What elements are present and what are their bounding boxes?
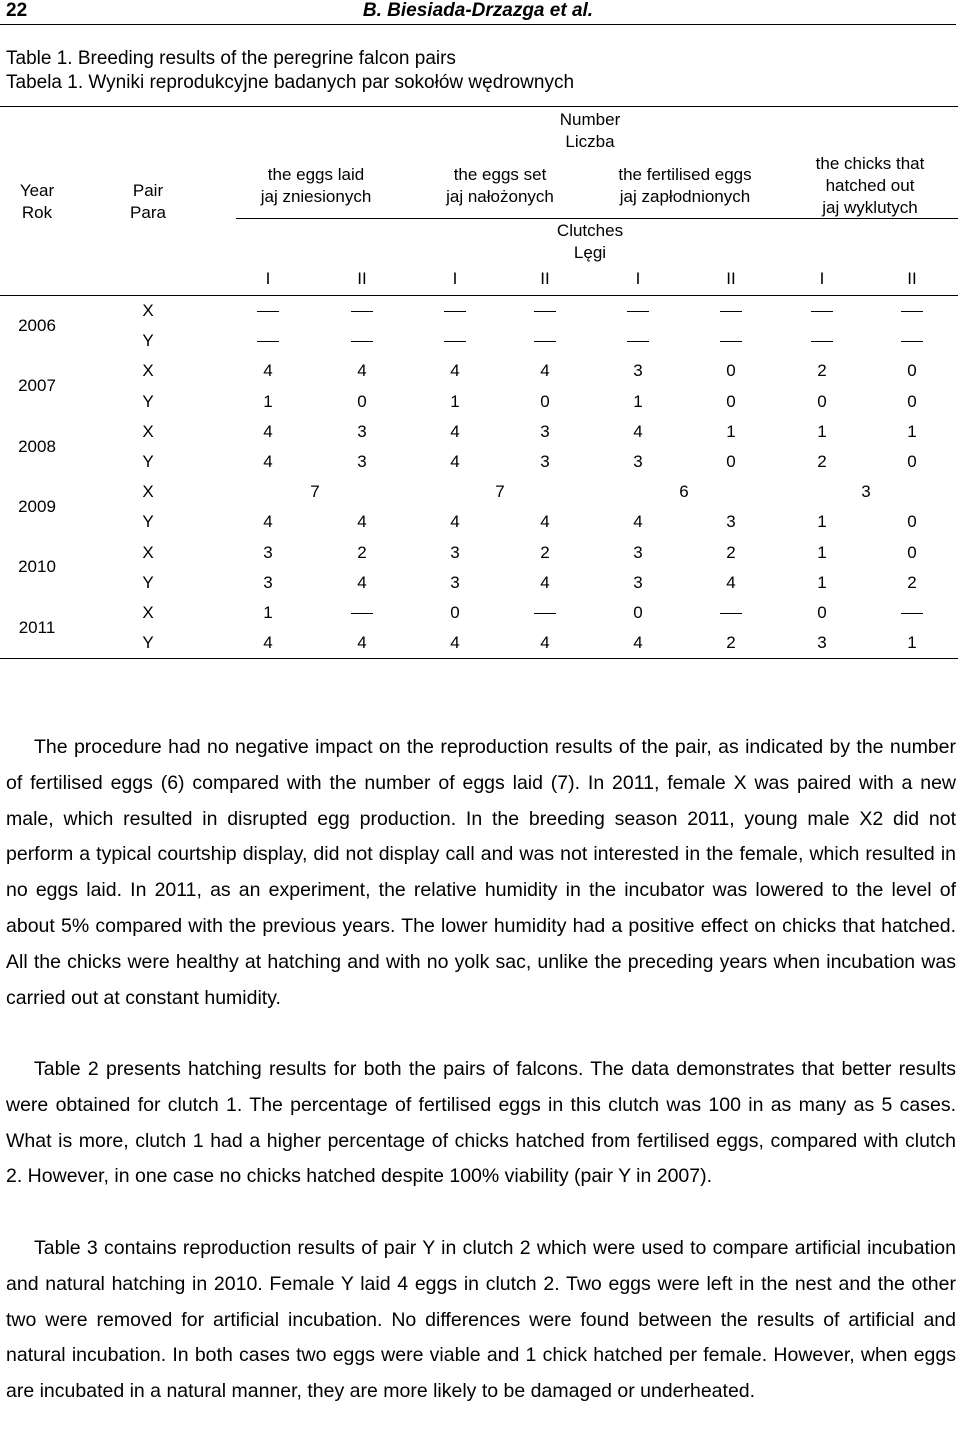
- pair-label: X: [142, 482, 154, 502]
- table-bottom-rule: [0, 658, 958, 659]
- table-cell: [525, 301, 565, 321]
- pair-label: X: [142, 361, 154, 381]
- pair-label: Y: [142, 512, 154, 532]
- eggs-laid-header: the eggs laid jaj zniesionych: [260, 165, 372, 206]
- dash-mark: [720, 311, 742, 312]
- table-caption-polish: Tabela 1. Wyniki reprodukcyjne badanych par sokołów wędrownych: [6, 72, 575, 93]
- table-cell: 3: [450, 572, 460, 592]
- table-cell: 4: [263, 452, 273, 471]
- body-paragraph: Table 3 contains reproduction results of pair Y in clutch 2 which were used to compare artificial incubation and natural hatching in 2010. Female Y laid 4 eggs in clutch 2. Two eggs were left in the nest and the other two were removed for artificial incubation. No differences were found between the results of artificial and natural incubation. In both cases two eggs were viable and 1 chick hatched per female. However, when eggs are incubated in a natural manner, they are more likely to be damaged or underheated.: [6, 1237, 956, 1403]
- table-cell: 3: [633, 542, 643, 562]
- dash-mark: [351, 613, 373, 614]
- table-cell: 1: [450, 391, 460, 411]
- table-cell: [618, 301, 658, 321]
- table-cell: [525, 331, 565, 351]
- year-label: 2006: [18, 316, 56, 335]
- clutch-label: II: [357, 269, 367, 288]
- table-cell: [342, 603, 382, 623]
- running-head: [0, 0, 956, 25]
- table-cell: 0: [633, 603, 643, 622]
- table-cell: 0: [450, 603, 460, 622]
- page-number: 22: [6, 0, 28, 21]
- pair-label: Y: [142, 452, 154, 471]
- table-cell: [342, 301, 382, 321]
- clutch-label: II: [907, 269, 917, 288]
- eggs-set-header: the eggs set jaj nałożonych: [446, 165, 554, 206]
- table-cell: [435, 331, 475, 351]
- table-cell: 4: [357, 633, 367, 653]
- table-cell: [618, 331, 658, 351]
- table-cell: 1: [907, 421, 917, 441]
- table-cell: 3: [263, 572, 273, 592]
- table-cell: [435, 301, 475, 321]
- dash-mark: [811, 341, 833, 342]
- pair-label: X: [142, 301, 154, 320]
- table-cell: 3: [633, 452, 643, 471]
- table-cell: 1: [633, 391, 643, 411]
- table-cell: 0: [907, 512, 917, 532]
- table-cell: 2: [817, 361, 827, 381]
- number-header: Number Liczba: [559, 110, 621, 151]
- table-cell: 4: [540, 361, 550, 381]
- table-cell: [248, 301, 288, 321]
- table-cell: 4: [263, 361, 273, 381]
- pair-label: X: [142, 421, 154, 441]
- table-cell: [892, 331, 932, 351]
- table-cell: 1: [817, 542, 827, 562]
- table-cell: 0: [907, 391, 917, 411]
- clutch-label: II: [726, 269, 736, 288]
- clutch-label: I: [452, 269, 458, 288]
- table-cell: 0: [907, 542, 917, 562]
- body-paragraph: The procedure had no negative impact on the reproduction results of the pair, as indicated by the number of fertilised eggs (6) compared with the number of eggs laid (7). In 2011, female X was paired with a new male, which resulted in disrupted egg production. In the breeding season 2011, young male X2 did not perform a typical courtship display, did not display call and was not interested in the female, which resulted in no eggs laid. In 2011, as an experiment, the relative humidity in the incubator was lowered to the level of about 5% compared with the previous years. The lower humidity had a positive effect on chicks that hatched. All the chicks were healthy at hatching and with no yolk sac, unlike the preceding years when incubation was carried out at constant humidity.: [6, 736, 956, 1009]
- merged-cell: 7: [495, 482, 505, 502]
- dash-mark: [444, 311, 466, 312]
- table-cell: 4: [357, 512, 367, 532]
- table-cell: 2: [907, 572, 917, 592]
- clutch-label: I: [265, 269, 271, 288]
- merged-cell: 7: [310, 482, 320, 502]
- dash-mark: [351, 311, 373, 312]
- year-label: 2011: [18, 618, 56, 637]
- dash-mark: [901, 311, 923, 312]
- table-cell: [525, 603, 565, 623]
- table-subheader-rule: [0, 295, 958, 296]
- year-column-header: Year Rok: [19, 181, 55, 222]
- table-cell: 1: [817, 421, 827, 441]
- table-cell: [802, 301, 842, 321]
- table-cell: 4: [357, 572, 367, 592]
- table-cell: 1: [263, 391, 273, 411]
- dash-mark: [720, 613, 742, 614]
- table-cell: 1: [817, 512, 827, 532]
- merged-cell: 3: [861, 482, 871, 502]
- clutches-header: Clutches Lęgi: [556, 221, 624, 262]
- table-cell: [711, 331, 751, 351]
- table-cell: 1: [907, 633, 917, 653]
- table-cell: 3: [633, 361, 643, 381]
- table-cell: 4: [633, 633, 643, 653]
- running-title: B. Biesiada-Drzazga et al.: [362, 0, 594, 21]
- table-cell: 0: [907, 361, 917, 381]
- pair-column-header: Pair Para: [130, 181, 166, 222]
- table-cell: 0: [357, 391, 367, 411]
- table-cell: 4: [357, 361, 367, 381]
- table-cell: [711, 603, 751, 623]
- table-cell: 3: [540, 421, 550, 441]
- table-cell: [711, 301, 751, 321]
- table-cell: 2: [540, 542, 550, 562]
- table-cell: 3: [726, 512, 736, 532]
- table-cell: 2: [726, 633, 736, 653]
- table-cell: 0: [726, 391, 736, 411]
- table-cell: 3: [633, 572, 643, 592]
- table-cell: 1: [263, 603, 273, 622]
- table-cell: 0: [726, 361, 736, 381]
- table-cell: 4: [450, 633, 460, 653]
- table-cell: 4: [450, 512, 460, 532]
- year-label: 2008: [18, 437, 56, 456]
- clutch-label: II: [540, 269, 550, 288]
- chicks-hatched-header: the chicks that hatched out jaj wyklutych: [815, 154, 925, 217]
- pair-label: Y: [142, 572, 154, 592]
- year-label: 2007: [18, 376, 56, 395]
- table-cell: [342, 331, 382, 351]
- table-cell: 4: [726, 572, 736, 592]
- dash-mark: [901, 341, 923, 342]
- table-cell: [892, 301, 932, 321]
- table-cell: 0: [726, 452, 736, 471]
- table-cell: 4: [263, 421, 273, 441]
- table-cell: 4: [450, 421, 460, 441]
- dash-mark: [627, 311, 649, 312]
- table-cell: 3: [450, 542, 460, 562]
- pair-label: X: [142, 542, 154, 562]
- table-cell: [802, 331, 842, 351]
- dash-mark: [257, 341, 279, 342]
- table-cell: 0: [817, 603, 827, 622]
- table-cell: 4: [540, 512, 550, 532]
- dash-mark: [257, 311, 279, 312]
- table-cell: 4: [263, 633, 273, 653]
- table-caption-english: Table 1. Breeding results of the peregrine falcon pairs: [6, 48, 456, 69]
- table-top-rule: [0, 106, 958, 107]
- dash-mark: [534, 613, 556, 614]
- table-cell: 3: [817, 633, 827, 653]
- dash-mark: [811, 311, 833, 312]
- dash-mark: [901, 613, 923, 614]
- table-cell: 4: [450, 361, 460, 381]
- dash-mark: [534, 311, 556, 312]
- pair-label: Y: [142, 633, 154, 653]
- table-cell: 4: [633, 421, 643, 441]
- table-cell: 0: [540, 391, 550, 411]
- table-cell: 4: [450, 452, 460, 471]
- table-cell: 4: [540, 633, 550, 653]
- pair-label: Y: [142, 331, 154, 351]
- clutch-label: I: [635, 269, 641, 288]
- dash-mark: [351, 341, 373, 342]
- dash-mark: [720, 341, 742, 342]
- table-cell: 0: [907, 452, 917, 471]
- dash-mark: [444, 341, 466, 342]
- merged-cell: 6: [679, 482, 689, 502]
- table-cell: 3: [357, 421, 367, 441]
- table-cell: 2: [726, 542, 736, 562]
- dash-mark: [534, 341, 556, 342]
- year-label: 2010: [18, 557, 56, 576]
- table-cell: 3: [357, 452, 367, 471]
- table-cell: 4: [263, 512, 273, 532]
- fertilised-eggs-header: the fertilised eggs jaj zapłodnionych: [618, 165, 752, 206]
- table-cell: 3: [263, 542, 273, 562]
- table-cell: 2: [817, 452, 827, 471]
- table-cell: 1: [726, 421, 736, 441]
- table-cell: [248, 331, 288, 351]
- body-paragraph: Table 2 presents hatching results for both the pairs of falcons. The data demonstrates that better results were obtained for clutch 1. The percentage of fertilised eggs in this clutch was 100 in as many as 5 cases. What is more, clutch 1 had a higher percentage of chicks hatched from fertilised eggs, compared with clutch 2. However, in one case no chicks hatched despite 100% viability (pair Y in 2007).: [6, 1058, 956, 1188]
- table-cell: 1: [817, 572, 827, 592]
- table-cell: 4: [540, 572, 550, 592]
- pair-label: Y: [142, 391, 154, 411]
- pair-label: X: [142, 603, 154, 622]
- year-label: 2009: [18, 497, 56, 516]
- table-cell: 2: [357, 542, 367, 562]
- table-cell: 3: [540, 452, 550, 471]
- table-cell: 4: [633, 512, 643, 532]
- table-cell: 0: [817, 391, 827, 411]
- clutch-label: I: [819, 269, 825, 288]
- table-cell: [892, 603, 932, 623]
- dash-mark: [627, 341, 649, 342]
